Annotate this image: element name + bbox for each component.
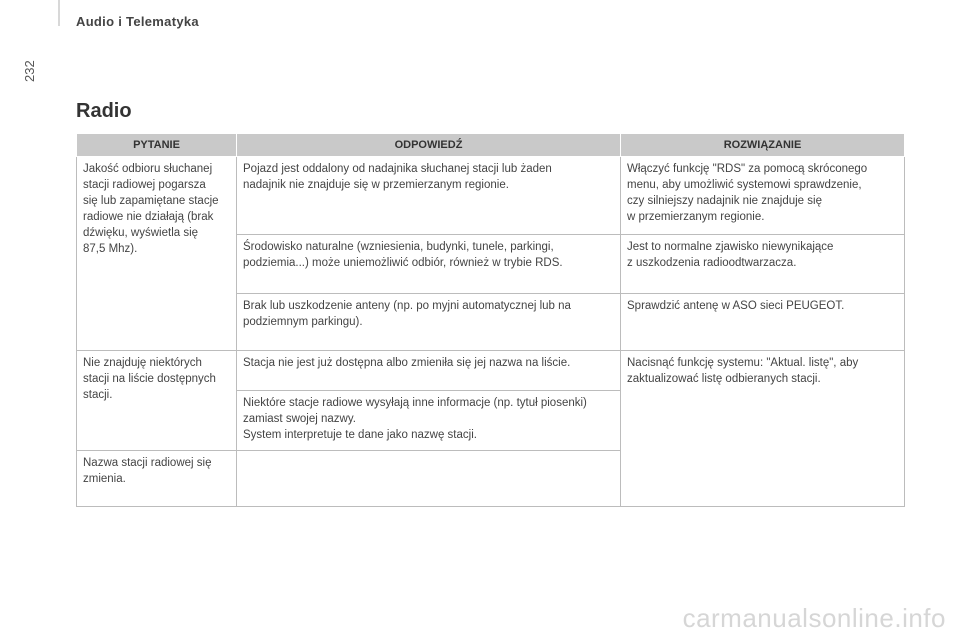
solution-cell: Jest to normalne zjawisko niewynikające z uszkodzenia radioodtwarzacza. (621, 235, 905, 294)
answer-cell: Środowisko naturalne (wzniesienia, budynki, tunele, parkingi, podziemia...) może uniemożliwić odbiór, również w trybie RDS. (237, 235, 621, 294)
answer-cell: Niektóre stacje radiowe wysyłają inne informacje (np. tytuł piosenki) zamiast swojej nazwy. System interpretuje te dane jako nazwę stacji. (237, 391, 621, 451)
question-cell: Jakość odbioru słuchanej stacji radiowej pogarsza się lub zapamiętane stacje radiowe nie działają (brak dźwięku, wyświetla się 87,5 Mhz). (77, 157, 237, 351)
header-divider (58, 0, 60, 26)
question-cell: Nie znajduję niektórych stacji na liście dostępnych stacji. (77, 351, 237, 451)
answer-cell: Pojazd jest oddalony od nadajnika słuchanej stacji lub żaden nadajnik nie znajduje się w przemierzanym regionie. (237, 157, 621, 235)
column-header-solution: ROZWIĄZANIE (621, 134, 905, 157)
page-title: Radio (76, 100, 132, 122)
solution-cell: Nacisnąć funkcję systemu: "Aktual. listę", aby zaktualizować listę odbieranych stacji. (621, 351, 905, 507)
watermark-brand: carmanualsonline.info (682, 603, 946, 633)
faq-table (76, 133, 905, 507)
page-number: 232 (22, 60, 37, 82)
table-header-row (77, 134, 905, 157)
table-row (77, 351, 905, 391)
column-header-question: PYTANIE (77, 134, 237, 157)
table-row (77, 157, 905, 235)
answer-cell: Brak lub uszkodzenie anteny (np. po myjni automatycznej lub na podziemnym parkingu). (237, 294, 621, 351)
answer-cell: Stacja nie jest już dostępna albo zmieniła się jej nazwa na liście. (237, 351, 621, 391)
solution-cell: Włączyć funkcję "RDS" za pomocą skróconego menu, aby umożliwić systemowi sprawdzenie, czy silniejszy nadajnik nie znajduje się w przemierzanym regionie. (621, 157, 905, 235)
section-title: Audio i Telematyka (76, 14, 199, 29)
answer-cell (237, 451, 621, 507)
column-header-answer: ODPOWIEDŹ (237, 134, 621, 157)
question-cell: Nazwa stacji radiowej się zmienia. (77, 451, 237, 507)
solution-cell: Sprawdzić antenę w ASO sieci PEUGEOT. (621, 294, 905, 351)
